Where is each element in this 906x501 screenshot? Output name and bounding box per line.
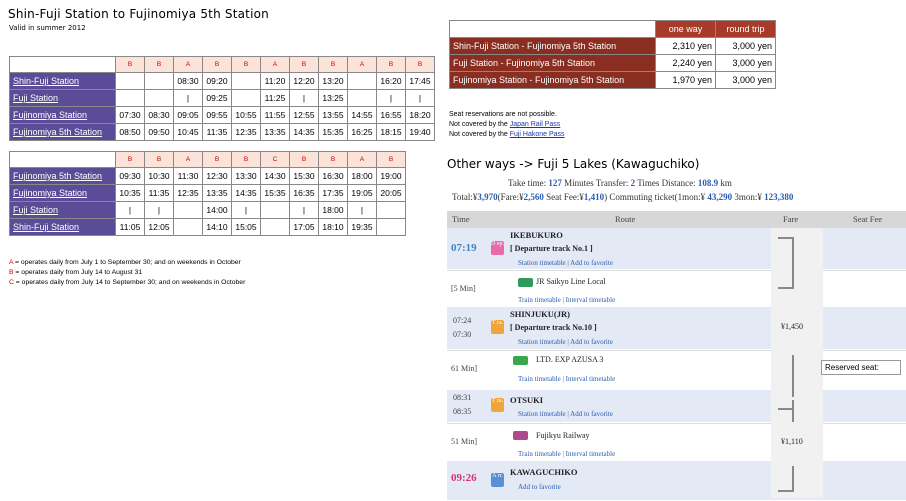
departure-time-cell: 11:30 — [174, 168, 203, 185]
departure-time-cell — [261, 202, 290, 219]
reserved-seat-select[interactable]: Reserved seat: — [821, 360, 901, 375]
departure-time-cell: 13:30 — [232, 168, 261, 185]
departure-time-cell — [377, 219, 406, 236]
departure-time-cell — [377, 202, 406, 219]
departure-time-cell — [232, 73, 261, 90]
transfer-badge-icon: T ra. — [491, 398, 504, 412]
departure-time-cell: 16:30 — [319, 168, 348, 185]
duration: [5 Min] — [451, 284, 476, 293]
fare-bracket — [778, 287, 792, 289]
departure-time-cell: 13:35 — [261, 124, 290, 141]
departure-track: [ Departure track No.1 ] — [510, 244, 593, 253]
service-code-row — [10, 57, 435, 73]
station-timetable-link[interactable]: Station timetable — [518, 259, 566, 267]
departure-time-cell: 12:35 — [174, 185, 203, 202]
service-code: A — [174, 152, 203, 168]
departure-time-cell: 14:30 — [261, 168, 290, 185]
line-name[interactable]: JR Saikyo Line Local — [536, 277, 606, 286]
header-seat-fee: Seat Fee — [853, 214, 883, 224]
departure-time-cell: 16:25 — [348, 124, 377, 141]
fare-bracket — [778, 237, 792, 239]
timetable-return — [9, 151, 406, 236]
departure-time-cell: | — [348, 202, 377, 219]
departure-time-cell: 12:55 — [290, 107, 319, 124]
departure-track: [ Departure track No.10 ] — [510, 323, 597, 332]
departure-time-cell: 09:25 — [203, 90, 232, 107]
interval-timetable-link[interactable]: Interval timetable — [565, 375, 616, 383]
departure-time-cell: 13:20 — [319, 73, 348, 90]
departure-time-cell: 13:25 — [319, 90, 348, 107]
line-name[interactable]: Fujikyu Railway — [536, 431, 590, 440]
timetable-row — [10, 219, 406, 236]
service-code: B — [377, 57, 406, 73]
station-link[interactable]: Fuji Station — [13, 205, 59, 215]
departure-time-cell: 16:20 — [377, 73, 406, 90]
route-summary: Take time: 127 Minutes Transfer: 2 Times Distance: 108.9 km — [508, 178, 732, 188]
departure-time-cell: 08:30 — [145, 107, 174, 124]
station-link[interactable]: Fujinomiya Station — [13, 188, 88, 198]
add-favorite-link[interactable]: Add to favorite — [570, 338, 613, 346]
departure-time-cell: 20:05 — [377, 185, 406, 202]
departure-time-cell: 11:35 — [203, 124, 232, 141]
departure-time-cell: 10:35 — [116, 185, 145, 202]
departure-time-cell: 10:30 — [145, 168, 174, 185]
validity-note: Valid in summer 2012 — [9, 24, 86, 32]
departure-time-cell — [116, 73, 145, 90]
departure-time-cell — [261, 219, 290, 236]
departure-time-cell: 13:35 — [203, 185, 232, 202]
departure-time-cell: 15:05 — [232, 219, 261, 236]
station-timetable-link[interactable]: Station timetable — [518, 338, 566, 346]
fare-row — [450, 55, 776, 72]
fare-bracket — [792, 355, 794, 397]
fare-header-oneway: one way — [656, 21, 716, 38]
station-link[interactable]: Fuji Station — [13, 93, 59, 103]
departure-time-cell: 18:20 — [406, 107, 435, 124]
departure-time-cell: 07:30 — [116, 107, 145, 124]
train-timetable-link[interactable]: Train timetable — [518, 296, 561, 304]
departure-time-cell: 09:05 — [174, 107, 203, 124]
departure-time-cell: | — [232, 202, 261, 219]
departure-time-cell: 13:55 — [319, 107, 348, 124]
departure-time-cell: 08:50 — [116, 124, 145, 141]
fare-oneway: 2,240 yen — [656, 55, 716, 72]
fare-header-roundtrip: round trip — [716, 21, 776, 38]
fare-roundtrip: 3,000 yen — [716, 38, 776, 55]
departure-time-cell — [348, 73, 377, 90]
note-jr-pass: Not covered by the Japan Rail Pass — [449, 121, 561, 128]
fare-route: Fuji Station - Fujinomiya 5th Station — [450, 55, 656, 72]
service-code: B — [290, 152, 319, 168]
service-code: B — [319, 152, 348, 168]
timetable-row — [10, 202, 406, 219]
fare-bracket — [792, 400, 794, 422]
departure-time-cell: | — [406, 90, 435, 107]
code-header-blank — [10, 57, 116, 73]
train-icon — [518, 278, 533, 287]
duration: 51 Min] — [451, 437, 477, 446]
line-links: Train timetable | Interval timetable — [518, 450, 616, 458]
station-name[interactable]: IKEBUKURO — [510, 230, 563, 240]
station-name[interactable]: SHINJUKU(JR) — [510, 309, 570, 319]
departure-time-cell: 14:35 — [232, 185, 261, 202]
departure-time-cell: 17:05 — [290, 219, 319, 236]
segment-fare: ¥1,110 — [781, 437, 803, 446]
line-name[interactable]: LTD. EXP AZUSA 3 — [536, 355, 604, 364]
station-links: Station timetable | Add to favorite — [518, 259, 613, 267]
departure-time-cell — [232, 90, 261, 107]
departure-time-cell: 18:15 — [377, 124, 406, 141]
service-code: B — [203, 152, 232, 168]
service-code: A — [348, 152, 377, 168]
departure-time-cell: 09:20 — [203, 73, 232, 90]
timetable-row — [10, 124, 435, 141]
fare-oneway: 1,970 yen — [656, 72, 716, 89]
departure-time-cell: 19:40 — [406, 124, 435, 141]
fare-bracket — [778, 490, 792, 492]
station-timetable-link[interactable]: Station timetable — [518, 410, 566, 418]
departure-time-cell — [145, 73, 174, 90]
timetable-row — [10, 168, 406, 185]
legend-item: C = operates daily from July 14 to September 30; and on weekends in October — [9, 279, 246, 286]
departure-time-cell: 14:10 — [203, 219, 232, 236]
legend — [9, 258, 245, 288]
departure-time: 07:19 — [451, 242, 477, 254]
service-code: A — [348, 57, 377, 73]
fare-header-blank — [450, 21, 656, 38]
japan-rail-pass-link[interactable]: Japan Rail Pass — [509, 121, 561, 128]
header-time: Time — [452, 214, 470, 224]
fuji-hakone-pass-link[interactable]: Fuji Hakone Pass — [509, 131, 565, 138]
departure-time-cell: | — [290, 202, 319, 219]
service-code: B — [377, 152, 406, 168]
service-code: B — [116, 152, 145, 168]
arrival-badge-icon: A rr. — [491, 473, 504, 487]
page-title: Shin-Fuji Station to Fujinomiya 5th Station — [8, 7, 269, 21]
departure-time-cell: 11:35 — [145, 185, 174, 202]
note-hakone-pass: Not covered by the Fuji Hakone Pass — [449, 131, 565, 138]
service-code: A — [261, 57, 290, 73]
add-favorite-link[interactable]: Add to favorite — [570, 410, 613, 418]
interval-timetable-link[interactable]: Interval timetable — [565, 450, 616, 458]
departure-time-cell: | — [290, 90, 319, 107]
service-code: B — [203, 57, 232, 73]
departure-time-cell — [348, 90, 377, 107]
service-code: A — [174, 57, 203, 73]
service-code-row — [10, 152, 406, 168]
departure-time-cell: 19:00 — [377, 168, 406, 185]
departure-time-cell — [116, 90, 145, 107]
fare-bracket — [792, 466, 794, 492]
station-links: Station timetable | Add to favorite — [518, 338, 613, 346]
departure-time-cell: 09:50 — [145, 124, 174, 141]
train-timetable-link[interactable]: Train timetable — [518, 450, 561, 458]
service-code: B — [232, 57, 261, 73]
fare-bracket — [778, 408, 792, 410]
departure-time-cell: 08:30 — [174, 73, 203, 90]
departure-time-cell: | — [116, 202, 145, 219]
departure-time-cell: 09:30 — [116, 168, 145, 185]
fare-bracket — [792, 237, 794, 289]
fare-roundtrip: 3,000 yen — [716, 55, 776, 72]
legend-item: A = operates daily from July 1 to September 30; and on weekends in October — [9, 259, 241, 266]
departure-time-cell: 10:55 — [232, 107, 261, 124]
departure-time-cell: 12:05 — [145, 219, 174, 236]
departure-time-cell: 17:35 — [319, 185, 348, 202]
fare-row — [450, 38, 776, 55]
departure-time-cell: 18:00 — [348, 168, 377, 185]
departure-time-cell: 17:45 — [406, 73, 435, 90]
departure-time-cell: 16:55 — [377, 107, 406, 124]
line-row-saikyo — [447, 270, 906, 307]
arrival-time: 09:26 — [451, 472, 477, 484]
line-row-fujikyu — [447, 423, 906, 461]
station-links — [518, 483, 561, 491]
departure-time-cell: 19:05 — [348, 185, 377, 202]
fare-route: Fujinomiya Station - Fujinomiya 5th Station — [450, 72, 656, 89]
fare-table — [449, 20, 776, 89]
code-header-blank — [10, 152, 116, 168]
departure-time-cell: 11:20 — [261, 73, 290, 90]
other-ways-heading: Other ways -> Fuji 5 Lakes (Kawaguchiko) — [447, 157, 700, 171]
fare-column-band — [771, 228, 823, 498]
departure-time-cell: | — [145, 202, 174, 219]
service-code: B — [319, 57, 348, 73]
service-code: B — [116, 57, 145, 73]
departure-time-cell: 14:00 — [203, 202, 232, 219]
departure-time-cell: 19:35 — [348, 219, 377, 236]
departure-time-cell — [174, 202, 203, 219]
fare-route: Shin-Fuji Station - Fujinomiya 5th Station — [450, 38, 656, 55]
departure-time-cell: 10:45 — [174, 124, 203, 141]
departure-time-cell: 18:00 — [319, 202, 348, 219]
transfer-badge-icon: T ra. — [491, 320, 504, 334]
station-links: Station timetable | Add to favorite — [518, 410, 613, 418]
segment-fare: ¥1,450 — [781, 322, 803, 331]
pass-notes — [449, 110, 565, 140]
timetable-row — [10, 90, 435, 107]
arrival-time: 08:31 — [453, 393, 472, 402]
timetable-row — [10, 73, 435, 90]
departure-time-cell: 14:35 — [290, 124, 319, 141]
service-code: B — [145, 57, 174, 73]
departure-time-cell: 14:55 — [348, 107, 377, 124]
service-code: B — [290, 57, 319, 73]
departure-time-cell: 09:55 — [203, 107, 232, 124]
station-name[interactable]: KAWAGUCHIKO — [510, 467, 578, 477]
station-name[interactable]: OTSUKI — [510, 395, 544, 405]
departure-time-cell: 16:35 — [290, 185, 319, 202]
duration: 61 Min] — [451, 364, 477, 373]
timetable-outbound — [9, 56, 435, 141]
station-link[interactable]: Shin-Fuji Station — [13, 222, 80, 232]
station-link[interactable]: Fujinomiya 5th Station — [13, 171, 103, 181]
departure-time-cell: 12:20 — [290, 73, 319, 90]
service-code: C — [261, 152, 290, 168]
add-favorite-link[interactable]: Add to favorite — [518, 483, 561, 491]
station-link[interactable]: Fujinomiya Station — [13, 110, 88, 120]
note-reservation: Seat reservations are not possible. — [449, 111, 557, 118]
train-timetable-link[interactable]: Train timetable — [518, 375, 561, 383]
arrival-time: 07:24 — [453, 316, 472, 325]
line-links: Train timetable | Interval timetable — [518, 375, 616, 383]
header-fare: Fare — [783, 214, 799, 224]
header-route: Route — [615, 214, 636, 224]
station-link[interactable]: Shin-Fuji Station — [13, 76, 80, 86]
departure-time-cell: 11:25 — [261, 90, 290, 107]
departure-time: 07:30 — [453, 330, 472, 339]
line-links: Train timetable | Interval timetable — [518, 296, 616, 304]
timetable-row — [10, 107, 435, 124]
express-train-icon — [513, 356, 528, 365]
add-favorite-link[interactable]: Add to favorite — [570, 259, 613, 267]
departure-time-cell: 12:35 — [232, 124, 261, 141]
departure-badge-icon: D ep. — [491, 241, 504, 255]
legend-item: B = operates daily from July 14 to August 31 — [9, 269, 143, 276]
route-cost-summary: Total:¥3,970(Fare:¥2,560 Seat Fee:¥1,410) Commuting ticket(1mon:¥ 43,290 3mon:¥ 123,380 — [452, 192, 794, 202]
fare-oneway: 2,310 yen — [656, 38, 716, 55]
timetable-row — [10, 185, 406, 202]
departure-time-cell: 11:05 — [116, 219, 145, 236]
departure-time-cell — [174, 219, 203, 236]
interval-timetable-link[interactable]: Interval timetable — [565, 296, 616, 304]
departure-time-cell: | — [377, 90, 406, 107]
departure-time: 08:35 — [453, 407, 472, 416]
route-header — [447, 211, 906, 228]
departure-time-cell: 15:35 — [261, 185, 290, 202]
fare-row — [450, 72, 776, 89]
station-link[interactable]: Fujinomiya 5th Station — [13, 127, 103, 137]
departure-time-cell: 12:30 — [203, 168, 232, 185]
fare-roundtrip: 3,000 yen — [716, 72, 776, 89]
service-code: B — [232, 152, 261, 168]
departure-time-cell: 18:10 — [319, 219, 348, 236]
departure-time-cell — [145, 90, 174, 107]
departure-time-cell: | — [174, 90, 203, 107]
departure-time-cell: 15:35 — [319, 124, 348, 141]
departure-time-cell: 15:30 — [290, 168, 319, 185]
service-code: B — [406, 57, 435, 73]
railway-icon — [513, 431, 528, 440]
service-code: B — [145, 152, 174, 168]
departure-time-cell: 11:55 — [261, 107, 290, 124]
